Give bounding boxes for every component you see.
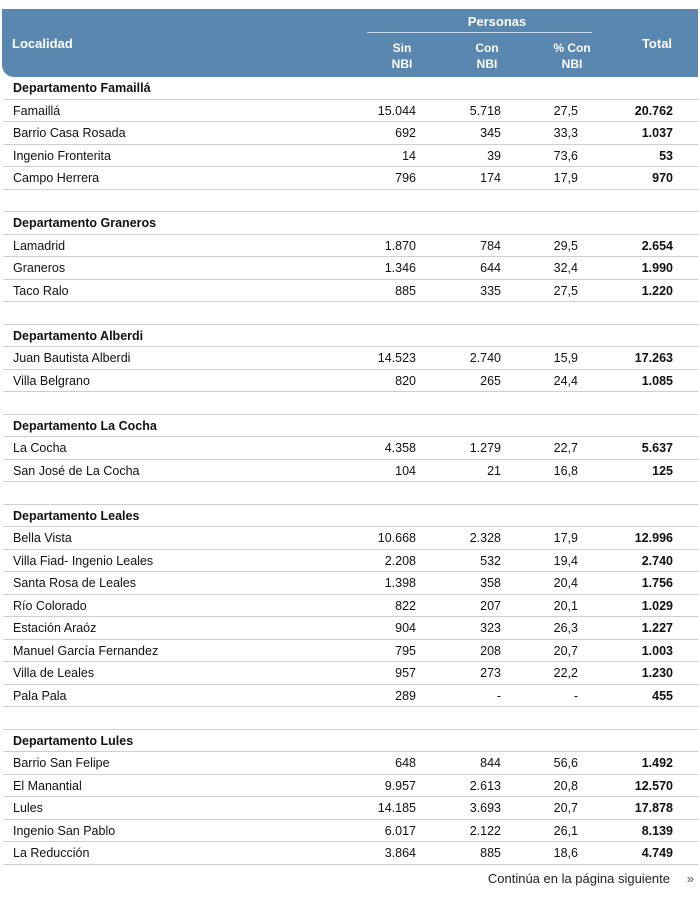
localidad-cell: Juan Bautista Alberdi <box>13 351 131 365</box>
pct-con-nbi-cell: 17,9 <box>553 531 578 545</box>
spacer-row <box>3 392 698 415</box>
pct-con-nbi-cell: 19,4 <box>553 553 578 568</box>
table-row <box>3 617 698 640</box>
total-cell: 2.740 <box>641 553 673 568</box>
header-divider <box>367 32 592 33</box>
localidad-cell: La Reducción <box>13 846 90 860</box>
department-name: Departamento Graneros <box>13 216 157 230</box>
sin-nbi-cell: 10.668 <box>377 531 416 545</box>
localidad-cell: Villa de Leales <box>13 666 95 680</box>
con-nbi-cell: 2.740 <box>469 351 501 365</box>
localidad-cell: Campo Herrera <box>13 171 100 185</box>
total-cell: 1.990 <box>641 261 673 275</box>
con-nbi-cell: 844 <box>480 756 501 770</box>
pct-con-nbi-cell: 15,9 <box>553 351 578 365</box>
header-pct-con-line1: % Con <box>553 41 591 55</box>
total-cell: 1.003 <box>641 643 673 658</box>
department-name: Departamento Alberdi <box>13 328 144 343</box>
localidad-cell: Barrio Casa Rosada <box>13 126 126 140</box>
double-chevron-right-icon: » <box>686 871 694 886</box>
sin-nbi-cell: 14.523 <box>377 351 416 365</box>
pct-con-nbi-cell: 24,4 <box>553 373 578 388</box>
total-cell: 20.762 <box>634 103 673 118</box>
con-nbi-cell: 207 <box>480 598 501 613</box>
sin-nbi-cell: 648 <box>395 756 416 770</box>
table-row <box>3 145 698 168</box>
spacer-row <box>3 190 698 213</box>
pct-con-nbi-cell: 20,1 <box>553 598 578 613</box>
total-cell: 125 <box>652 463 673 478</box>
con-nbi-cell: 644 <box>480 261 501 275</box>
pct-con-nbi-cell: 32,4 <box>553 261 578 275</box>
table-row <box>3 572 698 595</box>
header-sin-nbi-line1: Sin <box>392 41 412 55</box>
con-nbi-cell: 784 <box>480 238 501 253</box>
table-row <box>3 752 698 775</box>
con-nbi-cell: 1.279 <box>469 441 501 455</box>
localidad-cell: El Manantial <box>13 778 82 793</box>
pct-con-nbi-cell: 27,5 <box>553 283 578 298</box>
pct-con-nbi-cell: 22,7 <box>553 441 578 455</box>
localidad-cell: Bella Vista <box>13 531 72 545</box>
con-nbi-cell: 532 <box>480 553 501 568</box>
department-name: Departamento Famaillá <box>13 81 151 95</box>
sin-nbi-cell: 14 <box>402 148 416 163</box>
sin-nbi-cell: 289 <box>395 688 416 703</box>
sin-nbi-cell: 6.017 <box>384 823 416 838</box>
pct-con-nbi-cell: - <box>573 688 578 703</box>
con-nbi-cell: 5.718 <box>469 103 501 118</box>
pct-con-nbi-cell: 20,4 <box>553 576 578 590</box>
con-nbi-cell: 885 <box>480 846 501 860</box>
header-con-nbi-line2: NBI <box>476 57 498 71</box>
con-nbi-cell: 358 <box>480 576 501 590</box>
con-nbi-cell: 335 <box>480 283 501 298</box>
con-nbi-cell: 273 <box>480 666 501 680</box>
department-name: Departamento Lules <box>13 733 134 748</box>
sin-nbi-cell: 1.346 <box>384 261 416 275</box>
department-row <box>3 415 698 438</box>
department-row <box>3 325 698 348</box>
total-cell: 1.227 <box>641 621 673 635</box>
header-localidad: Localidad <box>12 36 73 51</box>
localidad-cell: Estación Araóz <box>13 621 97 635</box>
localidad-cell: San José de La Cocha <box>13 463 140 478</box>
table-body <box>3 77 698 865</box>
sin-nbi-cell: 15.044 <box>377 103 416 118</box>
sin-nbi-cell: 885 <box>395 283 416 298</box>
total-cell: 12.996 <box>634 531 673 545</box>
table-row <box>3 842 698 865</box>
total-cell: 5.637 <box>641 441 673 455</box>
sin-nbi-cell: 1.870 <box>384 238 416 253</box>
header-pct-con-nbi <box>532 40 612 72</box>
pct-con-nbi-cell: 26,3 <box>553 621 578 635</box>
table-row <box>3 122 698 145</box>
table-row <box>3 640 698 663</box>
total-cell: 1.037 <box>641 126 673 140</box>
sin-nbi-cell: 692 <box>395 126 416 140</box>
con-nbi-cell: 208 <box>480 643 501 658</box>
continue-note: Continúa en la página siguiente <box>487 871 670 886</box>
localidad-cell: Barrio San Felipe <box>13 756 110 770</box>
header-personas: Personas <box>467 14 527 29</box>
table-row <box>3 460 698 483</box>
table-row <box>3 370 698 393</box>
total-cell: 17.263 <box>634 351 673 365</box>
localidad-cell: Ingenio San Pablo <box>13 823 116 838</box>
pct-con-nbi-cell: 73,6 <box>553 148 578 163</box>
header-total: Total <box>641 36 673 51</box>
table-row <box>3 257 698 280</box>
sin-nbi-cell: 104 <box>395 463 416 478</box>
spacer-row <box>3 707 698 730</box>
localidad-cell: Famaillá <box>13 103 61 118</box>
sin-nbi-cell: 822 <box>395 598 416 613</box>
pct-con-nbi-cell: 56,6 <box>553 756 578 770</box>
department-name: Departamento La Cocha <box>13 418 157 433</box>
pct-con-nbi-cell: 22,2 <box>553 666 578 680</box>
total-cell: 4.749 <box>641 846 673 860</box>
sin-nbi-cell: 14.185 <box>377 801 416 815</box>
localidad-cell: Río Colorado <box>13 598 87 613</box>
department-name: Departamento Leales <box>13 508 140 523</box>
con-nbi-cell: - <box>496 688 501 703</box>
con-nbi-cell: 345 <box>480 126 501 140</box>
con-nbi-cell: 2.328 <box>469 531 501 545</box>
table-row <box>3 595 698 618</box>
department-row <box>3 212 698 235</box>
header-sin-nbi-line2: NBI <box>391 57 413 71</box>
header-con-nbi-line1: Con <box>475 41 499 55</box>
table-row <box>3 550 698 573</box>
con-nbi-cell: 3.693 <box>469 801 501 815</box>
table-row <box>3 347 698 370</box>
localidad-cell: Ingenio Fronterita <box>13 148 111 163</box>
localidad-cell: Villa Belgrano <box>13 373 90 388</box>
table-row <box>3 775 698 798</box>
con-nbi-cell: 174 <box>480 171 501 185</box>
pct-con-nbi-cell: 33,3 <box>553 126 578 140</box>
sin-nbi-cell: 820 <box>395 373 416 388</box>
pct-con-nbi-cell: 20,7 <box>553 643 578 658</box>
total-cell: 970 <box>652 171 673 185</box>
sin-nbi-cell: 1.398 <box>384 576 416 590</box>
sin-nbi-cell: 2.208 <box>384 553 416 568</box>
sin-nbi-cell: 795 <box>395 643 416 658</box>
total-cell: 1.029 <box>641 598 673 613</box>
total-cell: 2.654 <box>641 238 673 253</box>
pct-con-nbi-cell: 29,5 <box>553 238 578 253</box>
localidad-cell: Manuel García Fernandez <box>13 643 159 658</box>
localidad-cell: La Cocha <box>13 441 67 455</box>
con-nbi-cell: 323 <box>480 621 501 635</box>
table-row <box>3 527 698 550</box>
department-row <box>3 77 698 100</box>
table-row <box>3 685 698 708</box>
pct-con-nbi-cell: 16,8 <box>553 463 578 478</box>
sin-nbi-cell: 3.864 <box>384 846 416 860</box>
con-nbi-cell: 265 <box>480 373 501 388</box>
total-cell: 455 <box>652 688 673 703</box>
pct-con-nbi-cell: 18,6 <box>553 846 578 860</box>
department-row <box>3 730 698 753</box>
total-cell: 17.878 <box>634 801 673 815</box>
pct-con-nbi-cell: 20,7 <box>553 801 578 815</box>
total-cell: 1.220 <box>641 283 673 298</box>
header-sin-nbi <box>362 40 442 72</box>
total-cell: 1.492 <box>641 756 673 770</box>
table-row <box>3 797 698 820</box>
sin-nbi-cell: 957 <box>395 666 416 680</box>
table-row <box>3 820 698 843</box>
total-cell: 1.230 <box>641 666 673 680</box>
sin-nbi-cell: 796 <box>395 171 416 185</box>
con-nbi-cell: 2.122 <box>469 823 501 838</box>
table-row <box>3 167 698 190</box>
localidad-cell: Lamadrid <box>13 238 66 253</box>
con-nbi-cell: 39 <box>487 148 501 163</box>
pct-con-nbi-cell: 26,1 <box>553 823 578 838</box>
table-row <box>3 280 698 303</box>
sin-nbi-cell: 9.957 <box>384 778 416 793</box>
department-row <box>3 505 698 528</box>
pct-con-nbi-cell: 17,9 <box>553 171 578 185</box>
total-cell: 1.085 <box>641 373 673 388</box>
pct-con-nbi-cell: 27,5 <box>553 103 578 118</box>
total-cell: 1.756 <box>641 576 673 590</box>
spacer-row <box>3 482 698 505</box>
table-row <box>3 235 698 258</box>
localidad-cell: Graneros <box>13 261 66 275</box>
localidad-cell: Villa Fiad- Ingenio Leales <box>13 553 154 568</box>
localidad-cell: Santa Rosa de Leales <box>13 576 137 590</box>
total-cell: 53 <box>659 148 673 163</box>
header-con-nbi <box>447 40 527 72</box>
sin-nbi-cell: 904 <box>395 621 416 635</box>
sin-nbi-cell: 4.358 <box>384 441 416 455</box>
table-row <box>3 100 698 123</box>
spacer-row <box>3 302 698 325</box>
localidad-cell: Taco Ralo <box>13 283 69 298</box>
table-header <box>2 9 698 77</box>
con-nbi-cell: 21 <box>487 463 501 478</box>
total-cell: 12.570 <box>634 778 673 793</box>
con-nbi-cell: 2.613 <box>469 778 501 793</box>
header-pct-con-line2: NBI <box>561 57 583 71</box>
pct-con-nbi-cell: 20,8 <box>553 778 578 793</box>
table-row <box>3 662 698 685</box>
total-cell: 8.139 <box>641 823 673 838</box>
localidad-cell: Pala Pala <box>13 688 67 703</box>
table-row <box>3 437 698 460</box>
localidad-cell: Lules <box>13 801 43 815</box>
